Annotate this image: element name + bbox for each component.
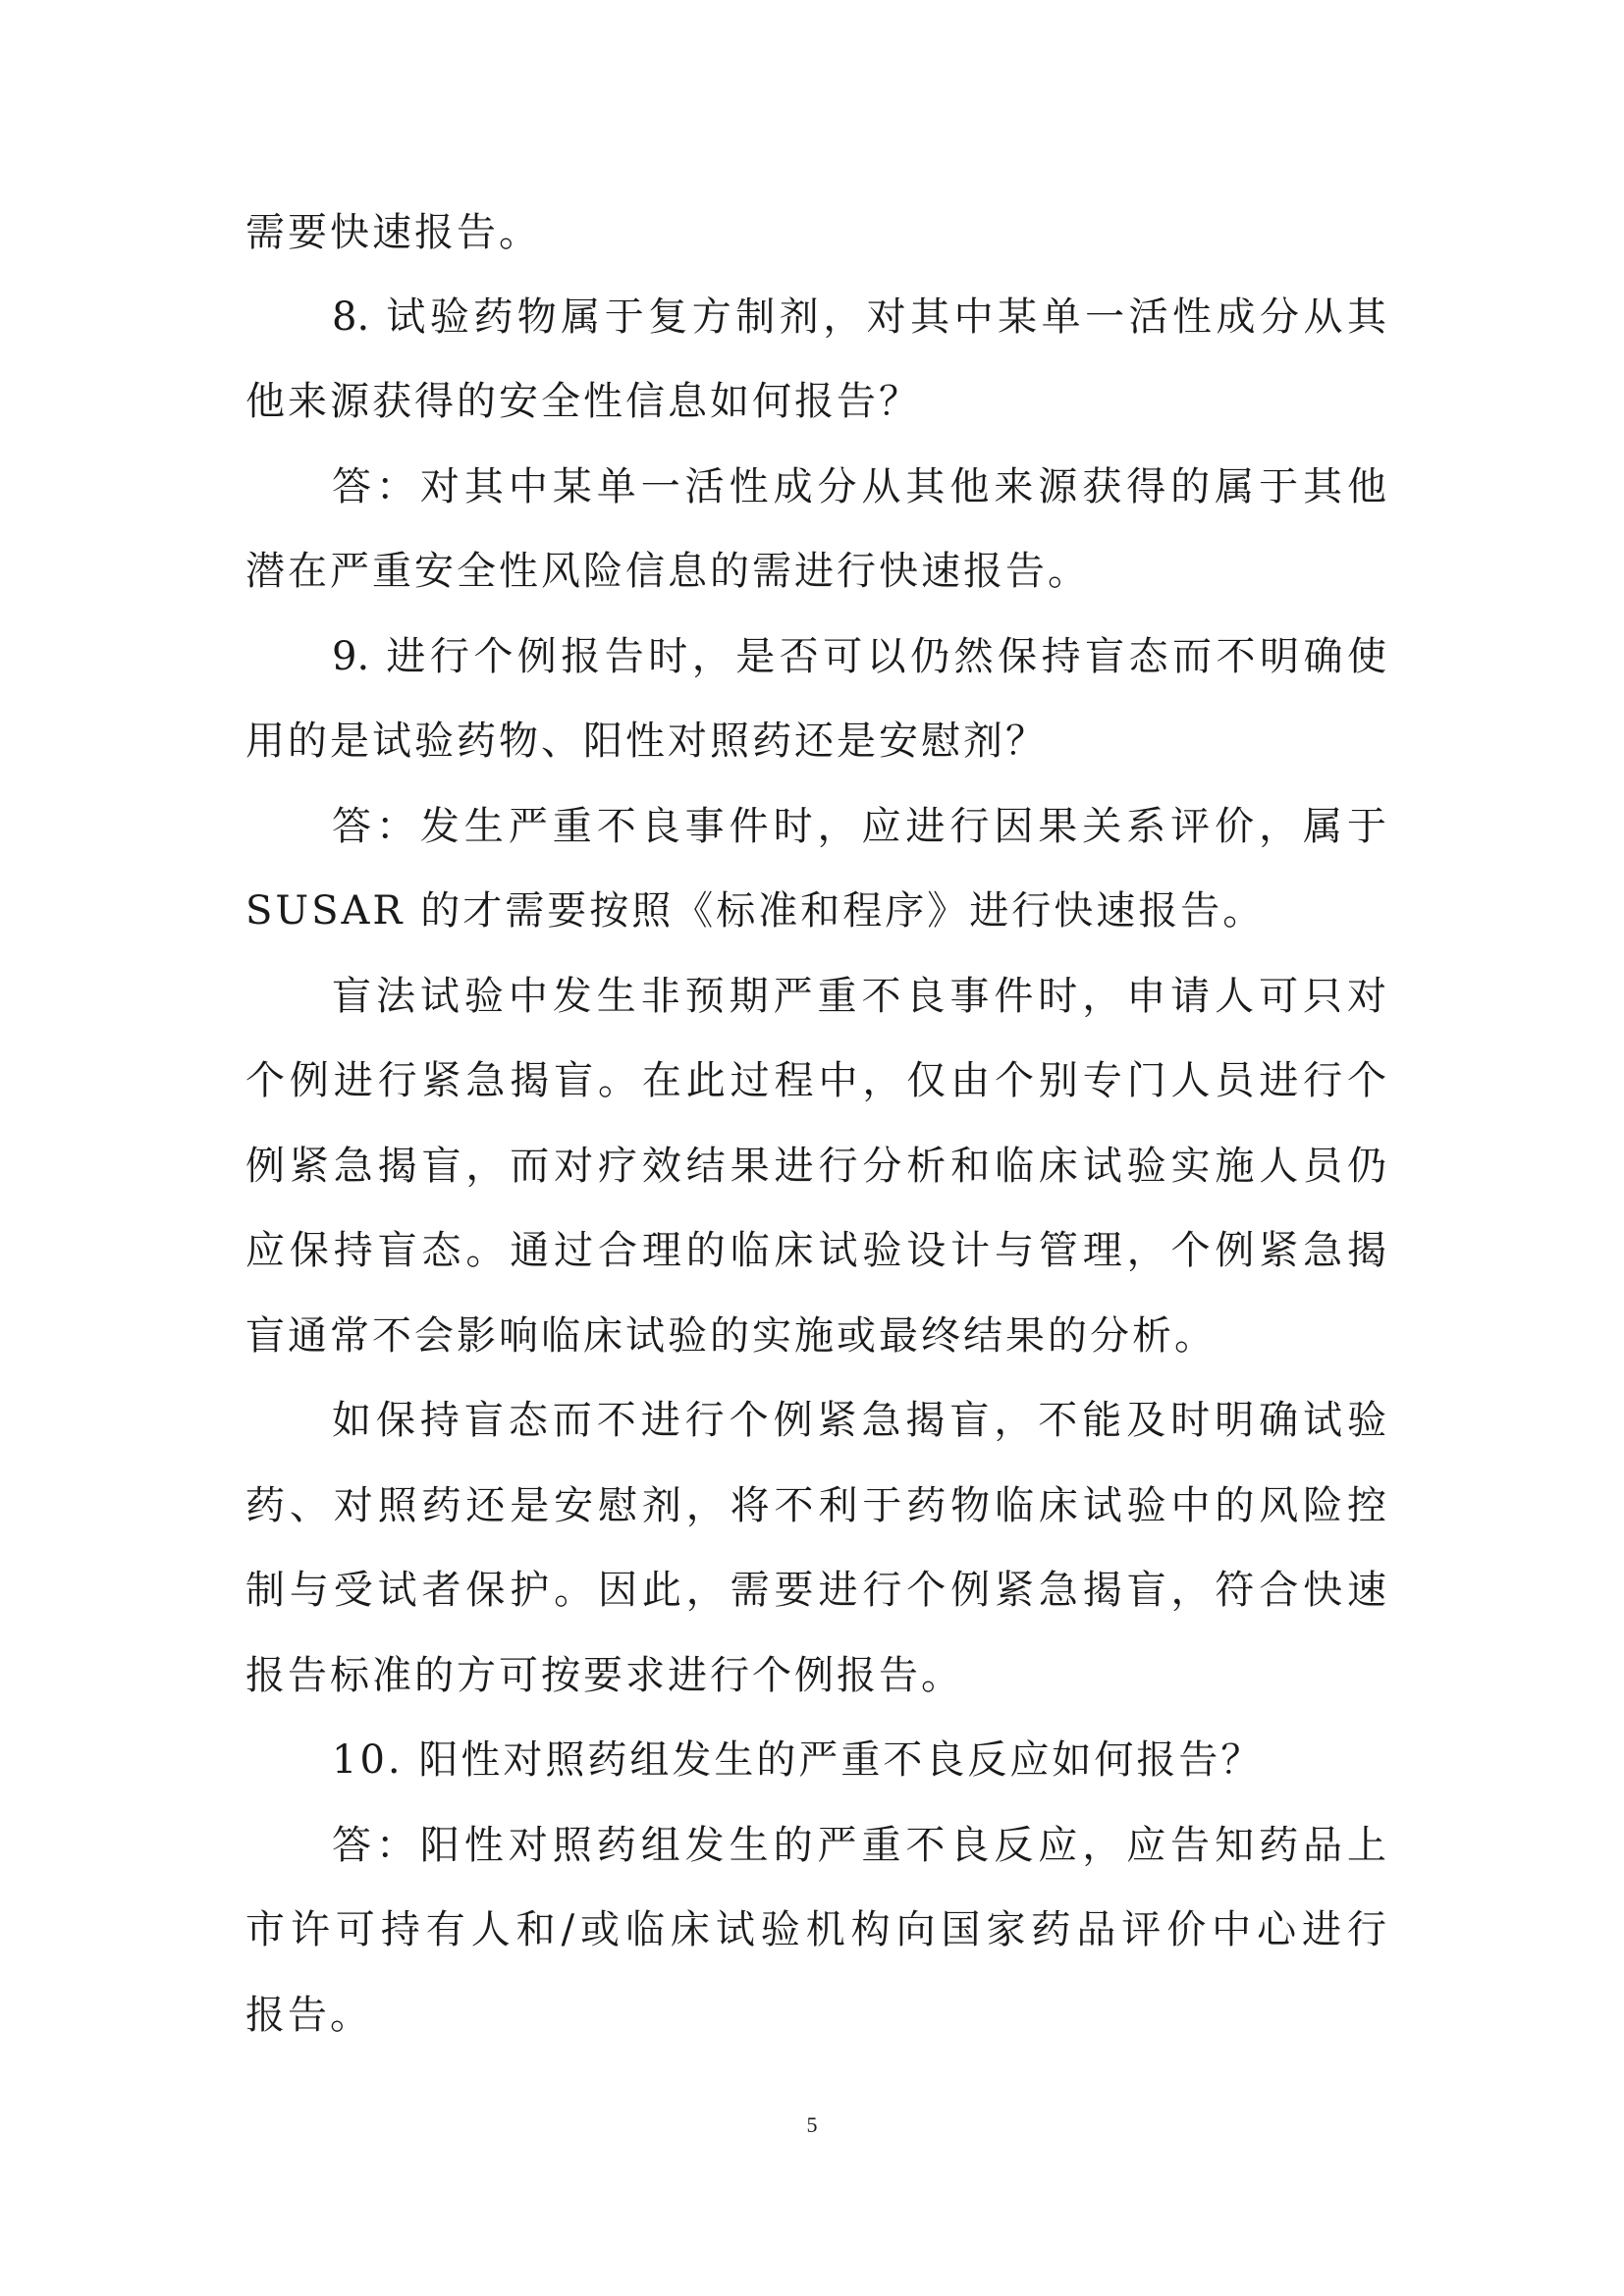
answer-line: 答：对其中某单一活性成分从其他来源获得的属于其他 bbox=[332, 464, 1386, 509]
answer-line: 答：阳性对照药组发生的严重不良反应，应告知药品上 bbox=[332, 1823, 1386, 1868]
page-number: 5 bbox=[806, 2112, 818, 2137]
answer-line: 答：发生严重不良事件时，应进行因果关系评价，属于 bbox=[332, 804, 1386, 849]
paragraph-line: 药、对照药还是安慰剂，将不利于药物临床试验中的风险控 bbox=[245, 1483, 1386, 1528]
text-line: 他来源获得的安全性信息如何报告？ bbox=[245, 379, 921, 424]
paragraph-line: 应保持盲态。通过合理的临床试验设计与管理，个例紧急揭 bbox=[245, 1228, 1386, 1273]
paragraph-line: 制与受试者保护。因此，需要进行个例紧急揭盲，符合快速 bbox=[245, 1568, 1386, 1613]
paragraph-line: 市许可持有人和/或临床试验机构向国家药品评价中心进行 bbox=[245, 1907, 1386, 1952]
text-line: 用的是试验药物、阳性对照药还是安慰剂？ bbox=[245, 719, 1048, 764]
question-line: 10. 阳性对照药组发生的严重不良反应如何报告？ bbox=[332, 1737, 1264, 1783]
text-line: 报告。 bbox=[245, 1993, 372, 2038]
paragraph-line: 个例进行紧急揭盲。在此过程中，仅由个别专门人员进行个 bbox=[245, 1058, 1386, 1103]
question-line: 9. 进行个例报告时，是否可以仍然保持盲态而不明确使 bbox=[332, 634, 1386, 679]
text-line: 盲通常不会影响临床试验的实施或最终结果的分析。 bbox=[245, 1313, 1217, 1359]
paragraph-line: 盲法试验中发生非预期严重不良事件时，申请人可只对 bbox=[332, 974, 1386, 1019]
text-line: SUSAR 的才需要按照《标准和程序》进行快速报告。 bbox=[245, 888, 1266, 934]
text-line: 潜在严重安全性风险信息的需进行快速报告。 bbox=[245, 549, 1090, 594]
paragraph-line: 如保持盲态而不进行个例紧急揭盲，不能及时明确试验 bbox=[332, 1398, 1386, 1443]
question-line: 8. 试验药物属于复方制剂，对其中某单一活性成分从其 bbox=[332, 294, 1386, 340]
text-line: 需要快速报告。 bbox=[245, 210, 541, 255]
text-line: 报告标准的方可按要求进行个例报告。 bbox=[245, 1653, 963, 1698]
paragraph-line: 例紧急揭盲，而对疗效结果进行分析和临床试验实施人员仍 bbox=[245, 1144, 1386, 1189]
